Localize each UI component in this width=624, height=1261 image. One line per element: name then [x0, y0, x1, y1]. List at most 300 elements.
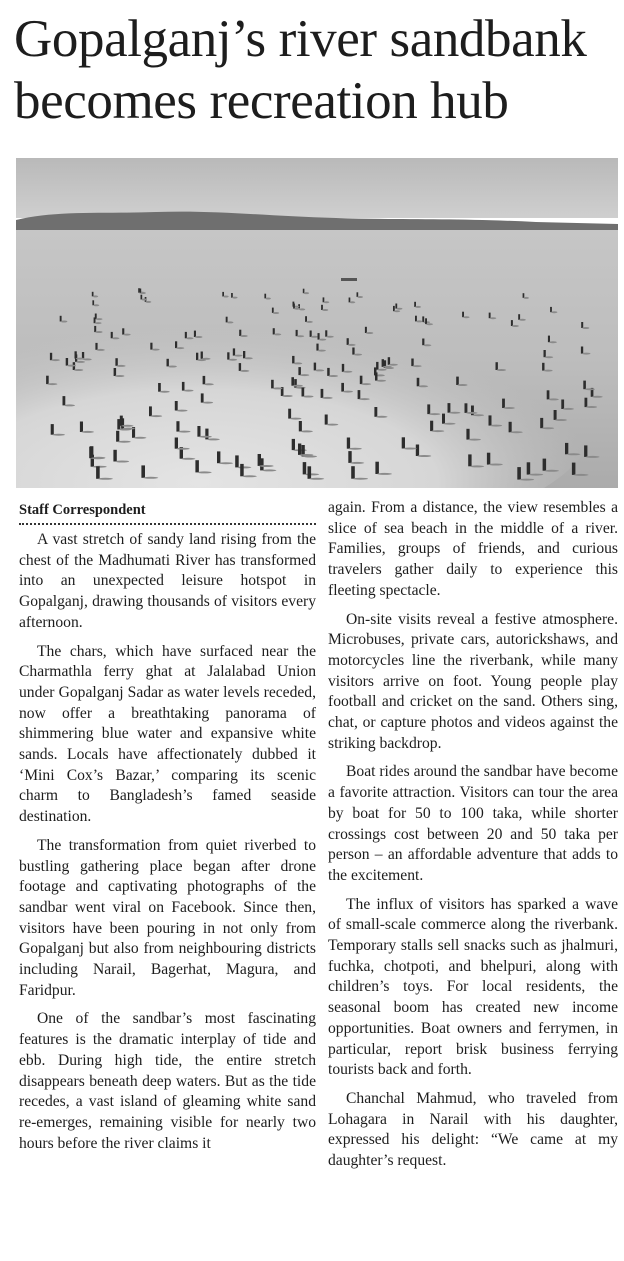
- photo-person: [235, 455, 239, 467]
- photo-shadow: [293, 362, 302, 364]
- photo-shadow: [273, 387, 283, 389]
- photo-person: [375, 462, 379, 474]
- photo-person: [325, 330, 327, 336]
- photo-person: [416, 445, 419, 457]
- paragraph: Chanchal Mahmud, who traveled from Lohagara in Narail with his daughter, expressed his delight: “We came at my daughter’s request.: [328, 1089, 618, 1170]
- headline-line-1: Gopalganj’s river sandbank: [14, 10, 587, 68]
- photo-shadow: [545, 356, 554, 358]
- photo-shadow: [146, 301, 152, 303]
- photo-person: [95, 314, 97, 320]
- photo-shadow: [354, 354, 363, 356]
- photo-shadow: [353, 478, 368, 480]
- photo-person: [318, 333, 320, 340]
- photo-person: [352, 348, 354, 355]
- photo-person: [489, 313, 491, 319]
- photo-shadow: [394, 310, 400, 312]
- photo-person: [116, 431, 119, 442]
- photo-shadow: [466, 412, 478, 414]
- photo-person: [414, 302, 416, 307]
- photo-person: [272, 308, 274, 313]
- photo-person: [233, 348, 235, 355]
- photo-shadow: [181, 458, 195, 460]
- photo-shadow: [319, 339, 327, 341]
- photo-person: [583, 381, 586, 390]
- photo-person: [581, 322, 583, 328]
- photo-shadow: [318, 350, 326, 352]
- photo-person: [60, 316, 62, 322]
- photo-person: [299, 421, 302, 431]
- photo-person: [341, 383, 344, 392]
- photo-shadow: [141, 299, 147, 301]
- photo-shadow: [542, 427, 554, 429]
- photo-shadow: [585, 388, 595, 390]
- photo-shadow: [497, 369, 506, 371]
- photo-person: [141, 465, 145, 477]
- photo-shadow: [423, 344, 431, 346]
- photo-shadow: [383, 366, 392, 368]
- photo-shadow: [52, 434, 65, 436]
- photo-shadow: [413, 365, 422, 367]
- photo-person: [360, 376, 363, 384]
- photo-person: [240, 464, 244, 476]
- photo-shadow: [510, 431, 523, 433]
- photo-shadow: [152, 349, 160, 351]
- photo-shadow: [350, 301, 356, 303]
- photo-shadow: [195, 336, 203, 338]
- photo-shadow: [176, 448, 189, 450]
- photo-shadow: [115, 461, 129, 463]
- photo-person: [120, 416, 123, 426]
- photo-shadow: [207, 438, 220, 440]
- paragraph: Boat rides around the sandbar have become a favorite attraction. Visitors can tour the area by boat for 50 to 100 taka, while shorter crossings cost between 20 and 50 taka per person – an affordable adventure that adds to the excitement.: [328, 763, 618, 884]
- photo-shadow: [300, 430, 313, 432]
- photo-shadow: [512, 325, 519, 327]
- photo-shadow: [300, 454, 314, 456]
- photo-shadow: [418, 385, 428, 387]
- photo-person: [196, 353, 198, 360]
- photo-shadow: [528, 474, 543, 476]
- photo-person: [427, 404, 430, 414]
- photo-shadow: [350, 462, 364, 464]
- photo-person: [201, 393, 204, 402]
- photo-person: [496, 362, 498, 370]
- photo-shadow: [549, 341, 557, 343]
- photo-shadow: [242, 475, 257, 477]
- photo-person: [308, 466, 312, 479]
- photo-shadow: [47, 383, 57, 385]
- photo-person: [141, 295, 143, 300]
- photo-shadow: [159, 391, 169, 393]
- photo-shadow: [293, 385, 303, 387]
- photo-person: [358, 390, 361, 399]
- photo-person: [197, 426, 200, 437]
- photo-shadow: [366, 332, 373, 334]
- photo-shadow: [329, 375, 339, 377]
- photo-person: [511, 320, 513, 326]
- photo-shadow: [377, 369, 386, 371]
- photo-person: [547, 390, 550, 399]
- photo-person: [149, 406, 152, 416]
- photo-person: [75, 351, 77, 358]
- paragraph-continuation: again. From a distance, the view resembles a slice of sea beach in the middle of a river. Families, groups of friends, and curious travelers gather daily to experience this fleeting spectacle.: [328, 499, 618, 599]
- photo-shadow: [361, 383, 371, 385]
- photo-person: [303, 462, 307, 474]
- photo-shadow: [555, 419, 567, 421]
- photo-person: [502, 399, 505, 408]
- paragraph: The influx of visitors has sparked a wave of small-scale commerce along the riverbank. Temporary stalls sell snacks such as jhalmuri, fuchka, chotpoti, and bhelpuri, along with children’s toys. For local residents, the seasonal boom has created new income opportunities. Boat owners and ferrymen, in particular, report brisk business ferrying tourists back and forth.: [328, 895, 618, 1079]
- photo-shadow: [228, 359, 237, 361]
- photo-shadow: [95, 331, 102, 333]
- photo-person: [227, 352, 229, 359]
- photo-shadow: [204, 383, 214, 385]
- photo-person: [565, 443, 568, 454]
- photo-person: [205, 429, 208, 440]
- photo-person: [417, 378, 420, 387]
- photo-shadow: [563, 408, 574, 410]
- photo-person: [114, 368, 117, 376]
- photo-shadow: [343, 391, 353, 393]
- photo-person: [357, 292, 359, 297]
- photo-shadow: [586, 456, 600, 458]
- photo-shadow: [490, 425, 502, 427]
- photo-person: [448, 403, 451, 413]
- photo-person: [462, 312, 464, 318]
- photo-person: [140, 289, 142, 294]
- photo-shadow: [95, 322, 102, 324]
- photo-shadow: [300, 374, 310, 376]
- photo-shadow: [429, 413, 441, 415]
- paragraph: The transformation from quiet riverbed to bustling gathering place began after drone footage and captivating photographs of the sandbar went viral on Facebook. Since then, visitors have been pouring in not only from Gopalganj but also from neighbouring districts including Narail, Bagerhat, Magura, and Faridpur.: [19, 836, 316, 999]
- photo-shadow: [348, 344, 356, 346]
- photo-shadow: [426, 323, 433, 325]
- photo-person: [46, 376, 49, 384]
- photo-person: [466, 429, 469, 440]
- photo-shadow: [273, 312, 279, 314]
- photo-shadow: [232, 297, 238, 299]
- photo-person: [347, 338, 349, 345]
- photo-person: [523, 293, 525, 298]
- photo-person: [415, 316, 417, 322]
- photo-person: [94, 326, 96, 332]
- photo-shadow: [81, 431, 94, 433]
- photo-person: [347, 438, 350, 449]
- photo-person: [92, 292, 94, 297]
- photo-person: [305, 316, 307, 322]
- photo-person: [430, 421, 433, 431]
- photo-shadow: [97, 349, 105, 351]
- photo-shadow: [416, 320, 423, 322]
- photo-shadow: [178, 431, 191, 433]
- photo-shadow: [326, 424, 338, 426]
- photo-shadow: [519, 319, 526, 321]
- photo-shadow: [227, 321, 234, 323]
- photo-person: [50, 353, 52, 360]
- photo-shadow: [304, 473, 319, 475]
- photo-person: [543, 459, 547, 471]
- photo-person: [456, 377, 459, 385]
- photo-shadow: [234, 355, 243, 357]
- photo-shadow: [348, 448, 361, 450]
- photo-person: [375, 372, 378, 380]
- photo-shadow: [489, 464, 503, 466]
- photo-shadow: [240, 370, 249, 372]
- photo-person: [487, 453, 490, 465]
- photo-shadow: [150, 415, 162, 417]
- photo-person: [550, 307, 552, 312]
- photo-shadow: [219, 462, 233, 464]
- photo-person: [115, 358, 117, 366]
- photo-shadow: [567, 453, 581, 455]
- photo-person: [80, 422, 83, 433]
- photo-shadow: [403, 448, 416, 450]
- photo-person: [554, 410, 557, 420]
- photo-shadow: [74, 369, 83, 371]
- photo-shadow: [551, 311, 557, 313]
- photo-person: [321, 305, 323, 310]
- photo-shadow: [118, 441, 131, 443]
- photo-shadow: [490, 317, 497, 319]
- photo-shadow: [98, 478, 113, 480]
- photo-shadow: [304, 292, 309, 294]
- column-right: [328, 498, 618, 1180]
- photo-shadow: [76, 358, 85, 360]
- photo-person: [327, 368, 330, 376]
- photo-shadow: [117, 365, 126, 367]
- photo-shadow: [265, 298, 271, 300]
- photo-shadow: [357, 296, 363, 298]
- photo-person: [585, 398, 588, 407]
- photo-shadow: [223, 296, 229, 298]
- photo-shadow: [343, 371, 352, 373]
- photo-shadow: [199, 436, 212, 438]
- photo-person: [542, 363, 544, 371]
- photo-shadow: [463, 316, 470, 318]
- photo-person: [194, 331, 196, 337]
- byline: Staff Correspondent: [19, 500, 316, 525]
- photo-person: [111, 332, 113, 338]
- photo-shadow: [322, 397, 333, 399]
- photo-person: [302, 388, 305, 397]
- photo-person: [349, 298, 351, 303]
- photo-person: [201, 352, 203, 359]
- photo-shadow: [51, 359, 60, 361]
- photo-shadow: [457, 384, 467, 386]
- photo-person: [51, 424, 54, 435]
- photo-person: [509, 422, 512, 433]
- photo-shadow: [112, 337, 120, 339]
- photo-shadow: [322, 309, 328, 311]
- photo-person: [176, 421, 179, 431]
- photo-shadow: [449, 412, 461, 414]
- photo-shadow: [543, 370, 552, 372]
- photo-person: [231, 293, 233, 298]
- photo-person: [393, 306, 395, 311]
- photo-person: [442, 414, 445, 424]
- photo-shadow: [389, 364, 398, 366]
- photo-shadow: [121, 425, 133, 427]
- photo-person: [314, 363, 316, 371]
- photo-shadow: [306, 321, 313, 323]
- photo-shadow: [91, 457, 105, 459]
- photo-person: [63, 396, 66, 405]
- photo-person: [325, 415, 328, 425]
- photo-person: [195, 460, 199, 472]
- photo-person: [402, 437, 405, 448]
- photo-shadow: [67, 365, 76, 367]
- photo-shadow: [96, 318, 103, 320]
- photo-shadow: [259, 465, 273, 467]
- photo-shadow: [123, 334, 131, 336]
- photo-person: [293, 304, 295, 309]
- photo-shadow: [548, 398, 559, 400]
- photo-shadow: [523, 297, 529, 299]
- photo-shadow: [309, 478, 324, 480]
- photo-person: [185, 332, 187, 338]
- photo-person: [92, 300, 94, 305]
- photo-person: [158, 383, 161, 392]
- photo-person: [203, 376, 206, 384]
- photo-shadow: [592, 396, 603, 398]
- photo-shadow: [582, 327, 589, 329]
- photo-person: [122, 328, 124, 334]
- photo-person: [348, 451, 351, 463]
- photo-person: [150, 343, 152, 350]
- photo-person: [291, 377, 294, 386]
- paragraph: One of the sandbar’s most fascinating features is the dramatic interplay of tide and ebb. During high tide, the entire stretch disappears beneath deep waters. But as the tide recedes, a vast island of gleaming white sand re-emerges, remaining visible for nearly two hours before the river claims it: [19, 1010, 316, 1152]
- photo-shadow: [574, 474, 589, 476]
- photo-person: [544, 350, 546, 357]
- photo-person: [292, 439, 295, 450]
- photo-person: [182, 382, 185, 391]
- photo-shadow: [470, 465, 484, 467]
- photo-person: [527, 462, 531, 474]
- photo-person: [66, 358, 68, 366]
- photo-person: [175, 341, 177, 348]
- photo-person: [95, 343, 97, 350]
- photo-person: [351, 466, 355, 479]
- photo-person: [310, 331, 312, 337]
- photo-person: [296, 330, 298, 336]
- photo-person: [561, 400, 564, 410]
- photo-person: [271, 380, 274, 389]
- photo-person: [425, 318, 427, 324]
- photo-person: [167, 359, 169, 367]
- photo-shadow: [197, 471, 212, 473]
- photo-person: [222, 292, 224, 297]
- photo-person: [273, 328, 275, 334]
- photo-person: [89, 447, 92, 459]
- photo-person: [342, 364, 344, 372]
- photo-person: [572, 463, 576, 475]
- photo-person: [548, 336, 550, 343]
- photo-shadow: [468, 439, 481, 441]
- photo-person: [316, 344, 318, 351]
- photo-person: [584, 445, 587, 457]
- photo-shadow: [64, 404, 75, 406]
- photo-person: [388, 357, 390, 365]
- photo-person: [382, 359, 384, 367]
- photo-person: [292, 356, 294, 364]
- photo-shadow: [586, 406, 597, 408]
- photo-person: [258, 454, 261, 466]
- photo-shadow: [294, 308, 300, 310]
- photo-shadow: [582, 353, 590, 355]
- photo-shadow: [290, 418, 302, 420]
- photo-person: [374, 407, 377, 417]
- photo-shadow: [376, 416, 388, 418]
- photo-person: [365, 327, 367, 333]
- photo-shadow: [377, 473, 392, 475]
- column-left: [19, 500, 316, 1162]
- photo-shadow: [297, 335, 305, 337]
- paragraph: The chars, which have surfaced near the Charmathla ferry ghat at Jalalabad Union under Gopalganj Sadar as water levels receded, now offer a breathtaking panorama of shimmering blue water and expansive white sands. Locals have affectionately dubbed it ‘Mini Cox’s Bazar,’ comparing its scenic charm to Bangladesh’s famed seaside destination.: [19, 642, 316, 826]
- photo-shadow: [443, 423, 455, 425]
- photo-person: [422, 339, 424, 346]
- paragraph: A vast stretch of sandy land rising from the chest of the Madhumati River has transformed into an unexpected leisure hotspot in Gopalganj, drawing thousands of visitors every afternoon.: [19, 531, 316, 631]
- headline: [14, 8, 614, 132]
- photo-person: [465, 403, 468, 413]
- photo-person: [323, 297, 325, 302]
- photo-person: [288, 409, 291, 419]
- photo-person: [489, 415, 492, 425]
- photo-shadow: [143, 477, 158, 479]
- photo-shadow: [134, 437, 147, 439]
- photo-shadow: [504, 407, 515, 409]
- photo-person: [517, 467, 521, 480]
- photo-person: [175, 438, 178, 449]
- photo-shadow: [376, 380, 386, 382]
- photo-shadow: [432, 430, 445, 432]
- photo-person: [395, 304, 397, 309]
- photo-shadow: [417, 455, 431, 457]
- photo-person: [217, 451, 220, 463]
- photo-boat: [341, 278, 357, 281]
- photo-person: [243, 351, 245, 358]
- photo-shadow: [544, 470, 559, 472]
- photo-shadow: [311, 336, 319, 338]
- photo-person: [226, 317, 228, 323]
- photo-person: [113, 450, 116, 462]
- photo-shadow: [326, 336, 334, 338]
- photo-shadow: [123, 428, 135, 430]
- photo-shadow: [176, 410, 187, 412]
- photo-sky: [16, 158, 618, 218]
- photo-shadow: [396, 308, 402, 310]
- photo-shadow: [237, 466, 251, 468]
- photo-person: [298, 444, 301, 455]
- photo-shadow: [76, 361, 85, 363]
- photo-shadow: [262, 469, 277, 471]
- photo-person: [175, 401, 178, 411]
- photo-shadow: [202, 402, 213, 404]
- photo-shadow: [282, 395, 293, 397]
- photo-shadow: [415, 306, 421, 308]
- photo-person: [264, 294, 266, 299]
- photo-shadow: [303, 396, 314, 398]
- photo-shadow: [186, 337, 194, 339]
- photo-shadow: [240, 335, 248, 337]
- photo-person: [540, 418, 543, 428]
- photo-person: [411, 359, 413, 367]
- article-photo: [16, 158, 618, 488]
- photo-shadow: [315, 369, 324, 371]
- paragraph: On-site visits reveal a festive atmosphere. Microbuses, private cars, autorickshaws, and motorcycles line the riverbank, while many visitors arrive on foot. Young people play football and cricket on the sand. Others sing, chat, or capture photos and videos against the striking backdrop.: [328, 610, 618, 752]
- photo-shadow: [140, 292, 145, 294]
- photo-person: [581, 347, 583, 354]
- photo-person: [298, 367, 301, 375]
- photo-shadow: [93, 295, 99, 297]
- photo-shadow: [324, 301, 330, 303]
